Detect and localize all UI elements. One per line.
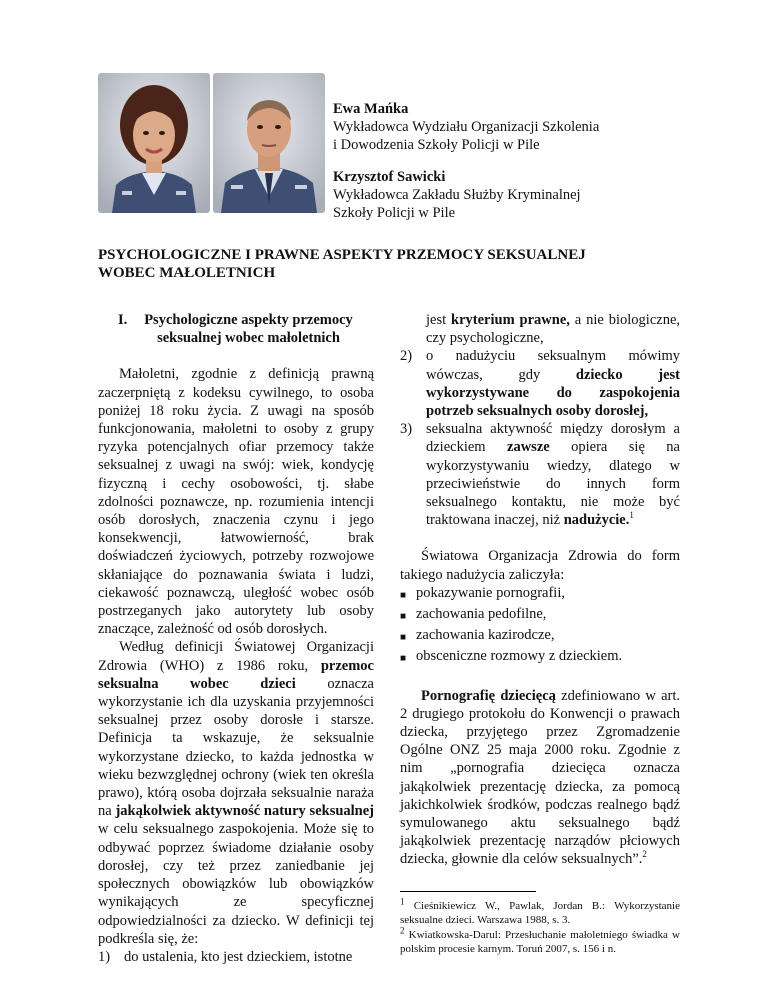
section-number: I. <box>118 312 128 328</box>
footnote-divider <box>400 891 536 892</box>
author-name: Ewa Mańka <box>333 101 409 117</box>
bullet-item: ■ zachowania kazirodcze, <box>400 626 680 647</box>
author-2 <box>333 168 599 222</box>
bullet-icon: ■ <box>400 653 407 665</box>
paragraph: Światowa Organizacja Zdrowia do form takiego nadużycia zaliczyła: <box>400 548 680 583</box>
footnote: $^2$ Kwiatkowska-Darul: Przesłuchanie małoletniego świadka w polskim procesie karnym. Toruń 2007, s. 156 i n. <box>400 925 680 956</box>
footnote-ref: 1 <box>629 510 634 521</box>
author-name: Krzysztof Sawicki <box>333 169 446 185</box>
list-item: 3) seksualna aktywność między dorosłym a dzieckiem zawsze opiera się na wykorzystywaniu wiedzy, dlatego w przeciwieństwie do innych form seksualnego kontaktu, nie może być traktowana inaczej, niż nadużycie.$^1$ <box>400 421 680 529</box>
section-title: Psychologiczne aspekty przemocy seksualnej wobec małoletnich <box>144 312 353 347</box>
section-heading <box>118 311 358 347</box>
list-item: 1) do ustalenia, kto jest dzieckiem, istotne <box>98 948 353 965</box>
paragraph: Pornografię dziecięcą zdefiniowano w art. 2 drugiego protokołu do Konwencji o prawach dziecka, przyjętego przez Zgromadzenie Ogólne ONZ 25 maja 2000 roku. Zgodnie z nim „pornografia dziecięca oznacza jakąkolwiek prezentację dziecka, za pomocą jakichkolwiek środków, podczas realnego bądź symulowanego aktu seksualnego bądź jakąkolwiek prezentację narządów płciowych dziecka, głownie dla celów seksualnych”.$^2$ <box>400 687 680 868</box>
author-role: Szkoły Policji w Pile <box>333 205 456 221</box>
author-role: i Dowodzenia Szkoły Policji w Pile <box>333 137 540 153</box>
bullet-item: ■ obsceniczne rozmowy z dzieckiem. <box>400 647 680 668</box>
list-item: 2) o nadużyciu seksualnym mówimy wówczas, gdy dziecko jest wykorzystywane do zaspokojenia potrzeb seksualnych osoby dorosłej, <box>400 348 680 420</box>
footnote-ref: 2 <box>642 849 647 860</box>
right-column <box>400 311 680 957</box>
bullet-icon: ■ <box>400 632 407 644</box>
article-title-line: PSYCHOLOGICZNE I PRAWNE ASPEKTY PRZEMOCY SEKSUALNEJ <box>98 247 586 263</box>
author-1 <box>333 100 599 154</box>
footnote: $^1$ Cieśnikiewicz W., Pawlak, Jordan B.: Wykorzystanie seksualne dzieci. Warszawa 1988, s. 3. <box>400 896 680 927</box>
paragraph: Małoletni, zgodnie z definicją prawną zaczerpniętą z kodeksu cywilnego, to osoba poniżej 18 roku życia. Z uwagi na sposób funkcjonowania, małoletni to osoby z grupy ryzyka potencjalnych ofiar przemocy także seksualnej z uwagi na swój: wiek, kondycję fizyczną i cechy osobowości, tj. słabe zdolności poznawcze, np. rozumienia intencji osób dorosłych, znaczenia czynu i jego konsekwencji, łatwowierność, brak doświadczeń życiowych, potrzeby rozwojowe skłaniające do poznawania świata i ludzi, ciekawość poznawczą, uległość wobec osób postrzeganych jako autorytety lub osoby znaczące, zależność od osób dorosłych. <box>98 366 374 638</box>
authors-block <box>333 100 599 236</box>
left-column <box>98 311 374 966</box>
bullet-icon: ■ <box>400 589 407 601</box>
author-photo-krzysztof-sawicki <box>213 73 325 213</box>
article-title <box>98 246 698 282</box>
article-title-line: WOBEC MAŁOLETNICH <box>98 265 276 281</box>
author-role: Wykładowca Zakładu Służby Kryminalnej <box>333 187 581 203</box>
author-role: Wykładowca Wydziału Organizacji Szkolenia <box>333 119 600 135</box>
paragraph: Według definicji Światowej Organizacji Zdrowia (WHO) z 1986 roku, przemoc seksualna wobec dzieci oznacza wykorzystanie ich dla uzyskania przyjemności seksualnej przez osoby dorosłe i starsze. Definicja ta wskazuje, że seksualnie wykorzystane dziecko, to każda jednostka w wieku bezwzględnej ochrony (wiek ten określa prawo), którą osoba dojrzała seksualnie naraża na jakąkolwiek aktywność natury seksualnej w celu seksualnego zaspokojenia. Może się to odbywać poprzez świadome działanie osoby dorosłej, czy też przez zaniedbanie jej społecznych obowiązków lub obowiązków wynikających ze specyficznej odpowiedzialności za dziecko. W definicji tej podkreśla się, że: <box>98 639 375 947</box>
bullet-item: ■ zachowania pedofilne, <box>400 605 680 626</box>
bullet-item: ■ pokazywanie pornografii, <box>400 584 680 605</box>
list-item-continued: jest kryterium prawne, a nie biologiczne, czy psychologiczne, <box>426 312 681 347</box>
author-photo-ewa-manka <box>98 73 210 213</box>
bullet-icon: ■ <box>400 611 407 623</box>
